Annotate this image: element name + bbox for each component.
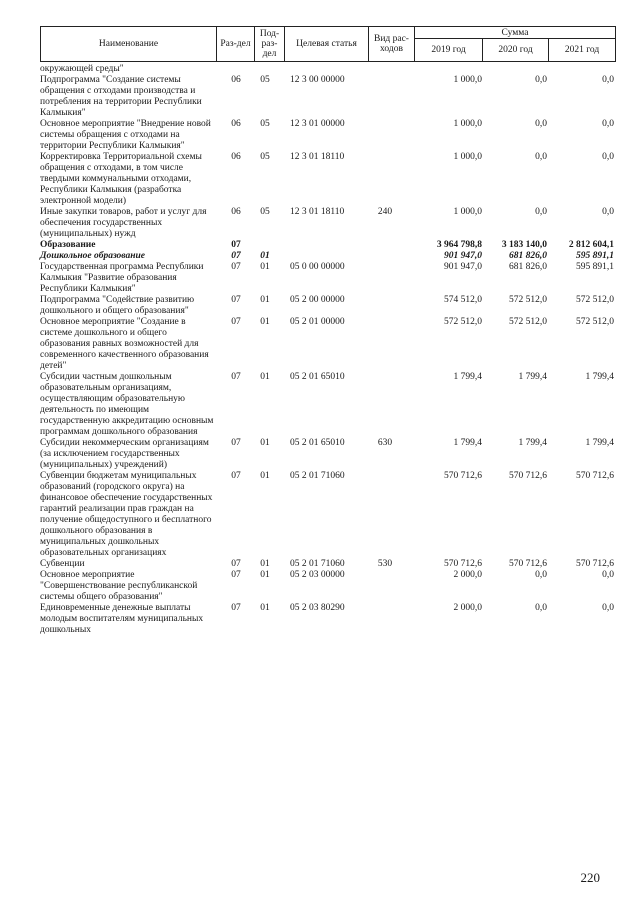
cell-p: 01 bbox=[260, 603, 270, 613]
cell-y2: 1 799,4 bbox=[518, 372, 547, 382]
cell-r: 07 bbox=[231, 438, 241, 448]
table-row bbox=[40, 471, 616, 559]
cell-r: 06 bbox=[231, 119, 241, 129]
cell-p: 05 bbox=[260, 207, 270, 217]
cell-y1: 2 000,0 bbox=[453, 603, 482, 613]
cell-y3: 0,0 bbox=[602, 75, 614, 85]
row-name: Подпрограмма "Содействие развитию дошкольного и общего образования" bbox=[40, 295, 195, 316]
cell-y3: 0,0 bbox=[602, 207, 614, 217]
cell-y2: 681 826,0 bbox=[509, 262, 547, 272]
cell-y3: 595 891,1 bbox=[576, 251, 614, 261]
table-row bbox=[40, 207, 616, 240]
cell-y3: 0,0 bbox=[602, 603, 614, 613]
cell-y2: 0,0 bbox=[535, 570, 547, 580]
header-target: Целевая статья bbox=[285, 27, 369, 61]
cell-y3: 570 712,6 bbox=[576, 559, 614, 569]
cell-y1: 570 712,6 bbox=[444, 471, 482, 481]
header-name: Наименование bbox=[41, 27, 217, 61]
cell-t: 05 2 01 00000 bbox=[290, 317, 345, 327]
cell-t: 12 3 00 00000 bbox=[290, 75, 345, 85]
cell-t: 05 2 01 71060 bbox=[290, 559, 345, 569]
cell-r: 07 bbox=[231, 570, 241, 580]
row-name: Единовременные денежные выплаты молодым воспитателям муниципальных дошкольных bbox=[40, 603, 204, 635]
cell-t: 05 2 01 65010 bbox=[290, 438, 345, 448]
cell-y1: 1 000,0 bbox=[453, 152, 482, 162]
row-name: Корректировка Территориальной схемы обращения с отходами, в том числе твердыми коммунальными отходами, Республики Калмыкия (разработка электронной модели) bbox=[40, 152, 202, 206]
cell-y1: 1 000,0 bbox=[453, 119, 482, 129]
cell-t: 05 2 01 65010 bbox=[290, 372, 345, 382]
cell-y3: 0,0 bbox=[602, 570, 614, 580]
cell-y2: 0,0 bbox=[535, 207, 547, 217]
row-name: Образование bbox=[40, 240, 96, 250]
cell-y3: 0,0 bbox=[602, 119, 614, 129]
cell-r: 07 bbox=[231, 295, 241, 305]
cell-y3: 595 891,1 bbox=[576, 262, 614, 272]
cell-y3: 2 812 604,1 bbox=[568, 240, 614, 250]
cell-y2: 570 712,6 bbox=[509, 471, 547, 481]
cell-y1: 1 799,4 bbox=[453, 372, 482, 382]
cell-p: 01 bbox=[260, 262, 270, 272]
table-row bbox=[40, 295, 616, 317]
cell-p: 01 bbox=[260, 295, 270, 305]
cell-r: 06 bbox=[231, 152, 241, 162]
table-row bbox=[40, 240, 616, 251]
header-vid: Вид рас-ходов bbox=[369, 27, 415, 61]
row-name: окружающей среды" bbox=[40, 64, 124, 74]
table-row bbox=[40, 152, 616, 207]
cell-r: 07 bbox=[231, 471, 241, 481]
cell-y3: 570 712,6 bbox=[576, 471, 614, 481]
table-row bbox=[40, 262, 616, 295]
cell-v: 240 bbox=[377, 207, 393, 217]
cell-y2: 3 183 140,0 bbox=[501, 240, 547, 250]
cell-p: 01 bbox=[260, 251, 270, 261]
cell-y2: 1 799,4 bbox=[518, 438, 547, 448]
cell-p: 01 bbox=[260, 559, 270, 569]
table-header bbox=[40, 26, 616, 62]
cell-y3: 572 512,0 bbox=[576, 317, 614, 327]
cell-t: 12 3 01 18110 bbox=[290, 152, 345, 162]
table-row bbox=[40, 119, 616, 152]
cell-y1: 3 964 798,8 bbox=[436, 240, 482, 250]
row-name: Подпрограмма "Создание системы обращения с отходами производства и потребления на территории Республики Калмыкия" bbox=[40, 75, 202, 118]
cell-y1: 1 799,4 bbox=[453, 438, 482, 448]
cell-y2: 570 712,6 bbox=[509, 559, 547, 569]
cell-y1: 2 000,0 bbox=[453, 570, 482, 580]
row-name: Субсидии некоммерческим организациям (за исключением государственных (муниципальных) учреждений) bbox=[40, 438, 209, 470]
header-razdel: Раз-дел bbox=[217, 27, 255, 61]
cell-p: 01 bbox=[260, 372, 270, 382]
cell-y1: 574 512,0 bbox=[444, 295, 482, 305]
cell-y1: 901 947,0 bbox=[444, 251, 482, 261]
cell-y2: 681 826,0 bbox=[509, 251, 547, 261]
table-row bbox=[40, 372, 616, 438]
cell-y1: 1 000,0 bbox=[453, 207, 482, 217]
header-year-2019: 2019 год bbox=[415, 39, 483, 61]
cell-r: 07 bbox=[231, 251, 241, 261]
table-row bbox=[40, 603, 616, 636]
cell-p: 01 bbox=[260, 570, 270, 580]
page-number: 220 bbox=[580, 870, 600, 885]
table-body bbox=[40, 64, 616, 636]
cell-p: 01 bbox=[260, 471, 270, 481]
cell-y1: 1 000,0 bbox=[453, 75, 482, 85]
cell-v: 530 bbox=[377, 559, 393, 569]
table-row bbox=[40, 570, 616, 603]
header-sum-group bbox=[415, 27, 615, 61]
cell-y2: 0,0 bbox=[535, 119, 547, 129]
row-name: Основное мероприятие "Совершенствование республиканской системы общего образования" bbox=[40, 570, 198, 602]
cell-p: 05 bbox=[260, 75, 270, 85]
cell-y2: 0,0 bbox=[535, 152, 547, 162]
cell-y3: 0,0 bbox=[602, 152, 614, 162]
cell-y1: 572 512,0 bbox=[444, 317, 482, 327]
table-row bbox=[40, 75, 616, 119]
cell-t: 05 2 01 71060 bbox=[290, 471, 345, 481]
cell-p: 05 bbox=[260, 119, 270, 129]
row-name: Основное мероприятие "Создание в системе дошкольного и общего образования равных возможностей для современного качественного образования детей" bbox=[40, 317, 209, 371]
cell-r: 06 bbox=[231, 75, 241, 85]
cell-y3: 572 512,0 bbox=[576, 295, 614, 305]
cell-t: 12 3 01 00000 bbox=[290, 119, 345, 129]
cell-t: 05 2 03 80290 bbox=[290, 603, 345, 613]
cell-y2: 572 512,0 bbox=[509, 317, 547, 327]
row-name: Дошкольное образование bbox=[40, 251, 145, 261]
cell-p: 05 bbox=[260, 152, 270, 162]
cell-r: 07 bbox=[231, 240, 241, 250]
cell-r: 07 bbox=[231, 317, 241, 327]
cell-t: 05 2 00 00000 bbox=[290, 295, 345, 305]
header-sum: Сумма bbox=[415, 27, 615, 39]
header-year-2020: 2020 год bbox=[483, 39, 549, 61]
cell-r: 07 bbox=[231, 603, 241, 613]
cell-y3: 1 799,4 bbox=[585, 372, 614, 382]
cell-y3: 1 799,4 bbox=[585, 438, 614, 448]
cell-t: 05 0 00 00000 bbox=[290, 262, 345, 272]
cell-y2: 572 512,0 bbox=[509, 295, 547, 305]
cell-r: 07 bbox=[231, 559, 241, 569]
row-name: Субвенции bbox=[40, 559, 85, 569]
row-name: Субвенции бюджетам муниципальных образований (городского округа) на финансовое обеспечение государственных гарантий реализации прав граждан на получение общедоступного и бесплатного дошкольного образования в муниципальных дошкольных образовательных организациях bbox=[40, 471, 213, 558]
table-row bbox=[40, 317, 616, 372]
cell-r: 07 bbox=[231, 262, 241, 272]
table-row bbox=[40, 438, 616, 471]
cell-v: 630 bbox=[377, 438, 393, 448]
cell-y2: 0,0 bbox=[535, 603, 547, 613]
cell-y2: 0,0 bbox=[535, 75, 547, 85]
row-name: Основное мероприятие "Внедрение новой системы обращения с отходами на территории Республики Калмыкия" bbox=[40, 119, 211, 151]
cell-r: 07 bbox=[231, 372, 241, 382]
header-podrazdel: Под-раз-дел bbox=[255, 27, 285, 61]
table-row bbox=[40, 251, 616, 262]
row-name: Субсидии частным дошкольным образовательным организациям, осуществляющим образовательную деятельность по имеющим государственную аккредитацию основным программам дошкольного образования bbox=[40, 372, 214, 437]
cell-r: 06 bbox=[231, 207, 241, 217]
cell-p: 01 bbox=[260, 317, 270, 327]
row-name: Государственная программа Республики Калмыкия "Развитие образования Республики Калмыкия" bbox=[40, 262, 204, 294]
header-year-2021: 2021 год bbox=[564, 45, 600, 55]
row-name: Иные закупки товаров, работ и услуг для обеспечения государственных (муниципальных) нужд bbox=[40, 207, 207, 239]
cell-t: 12 3 01 18110 bbox=[290, 207, 345, 217]
table-row bbox=[40, 559, 616, 570]
cell-t: 05 2 03 00000 bbox=[290, 570, 345, 580]
cell-y1: 901 947,0 bbox=[444, 262, 482, 272]
table-row bbox=[40, 64, 616, 75]
cell-p: 01 bbox=[260, 438, 270, 448]
cell-y1: 570 712,6 bbox=[444, 559, 482, 569]
